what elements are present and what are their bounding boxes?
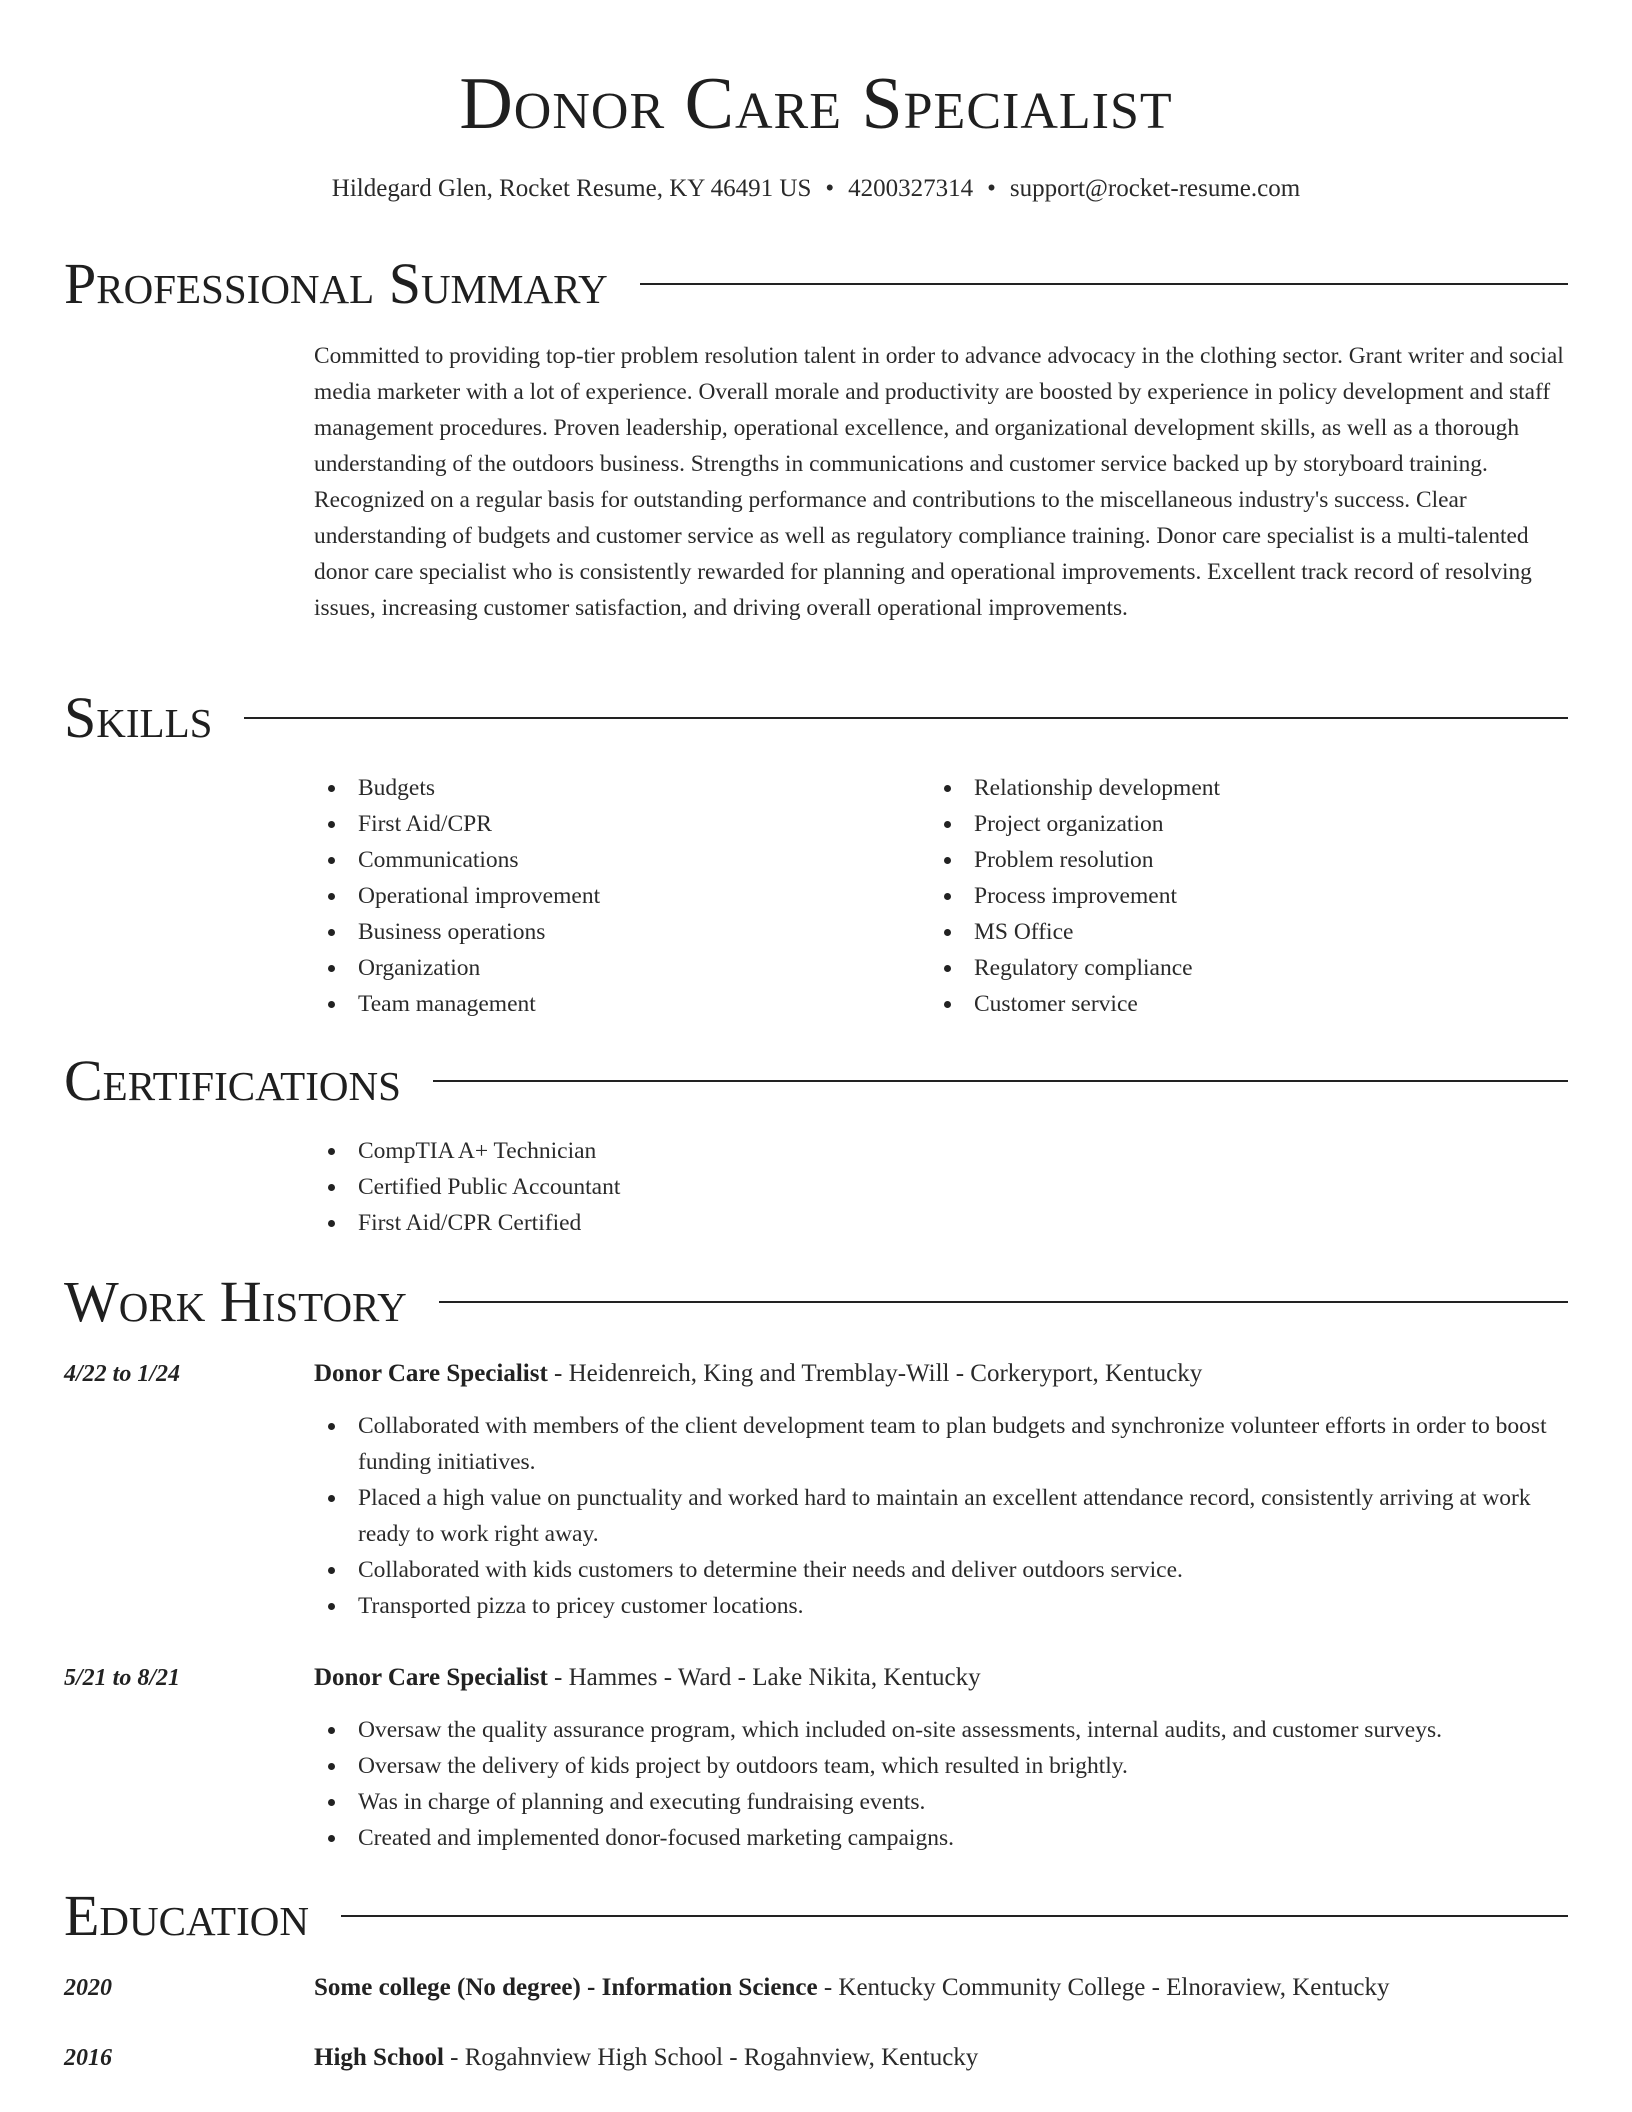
contact-email: support@rocket-resume.com <box>1009 175 1301 202</box>
skills-list-left <box>314 770 600 1022</box>
resume-title: Donor Care Specialist <box>459 63 1173 145</box>
job-header <box>314 1660 981 1696</box>
skill-item: First Aid/CPR <box>314 806 600 842</box>
job-details: - Heidenreich, King and Tremblay-Will - Corkeryport, Kentucky <box>547 1360 1203 1387</box>
job-header <box>314 1356 1202 1392</box>
section-divider <box>640 283 1568 285</box>
job-bullets <box>314 1712 1564 1856</box>
skills-section-header <box>64 686 1568 750</box>
skill-item: Organization <box>314 950 600 986</box>
education-degree: High School <box>314 2044 444 2071</box>
job-bullet: Oversaw the delivery of kids project by outdoors team, which resulted in brightly. <box>314 1748 1564 1784</box>
job-role: Donor Care Specialist <box>314 1360 548 1387</box>
education-entry <box>314 2040 978 2076</box>
skill-item: Business operations <box>314 914 600 950</box>
skills-list-right <box>930 770 1220 1022</box>
skill-item: Relationship development <box>930 770 1220 806</box>
job-bullet: Collaborated with kids customers to determine their needs and deliver outdoors service. <box>314 1552 1564 1588</box>
education-details: - Kentucky Community College - Elnoraview, Kentucky <box>817 1974 1390 2001</box>
skill-item: Team management <box>314 986 600 1022</box>
job-dates: 4/22 to 1/24 <box>64 1361 181 1387</box>
contact-address: Hildegard Glen, Rocket Resume, KY 46491 US <box>331 175 812 202</box>
skill-item: MS Office <box>930 914 1220 950</box>
job-details: - Hammes - Ward - Lake Nikita, Kentucky <box>547 1664 981 1691</box>
education-section-header <box>64 1884 1568 1948</box>
skill-item: Regulatory compliance <box>930 950 1220 986</box>
job-dates: 5/21 to 8/21 <box>64 1665 181 1691</box>
education-year: 2016 <box>64 2045 112 2071</box>
education-year: 2020 <box>64 1975 112 2001</box>
certification-item: CompTIA A+ Technician <box>314 1133 620 1169</box>
section-divider <box>433 1080 1568 1082</box>
contact-phone: 4200327314 <box>848 175 974 202</box>
certification-item: First Aid/CPR Certified <box>314 1205 620 1241</box>
summary-heading: Professional Summary <box>64 251 608 316</box>
contact-line <box>0 173 1632 205</box>
work-section-header <box>64 1270 1568 1334</box>
job-bullet: Oversaw the quality assurance program, which included on-site assessments, internal audits, and customer surveys. <box>314 1712 1564 1748</box>
job-bullet: Placed a high value on punctuality and worked hard to maintain an excellent attendance record, consistently arriving at work ready to work right away. <box>314 1480 1564 1552</box>
skills-heading: Skills <box>64 685 213 750</box>
skill-item: Budgets <box>314 770 600 806</box>
education-heading: Education <box>64 1883 309 1948</box>
job-bullet: Created and implemented donor-focused marketing campaigns. <box>314 1820 1564 1856</box>
contact-separator: • <box>825 175 835 202</box>
contact-separator: • <box>987 175 996 202</box>
certifications-heading: Certifications <box>64 1048 401 1113</box>
skill-item: Project organization <box>930 806 1220 842</box>
summary-section-header <box>64 252 1568 316</box>
skill-item: Process improvement <box>930 878 1220 914</box>
certification-item: Certified Public Accountant <box>314 1169 620 1205</box>
summary-text: Committed to providing top-tier problem resolution talent in order to advance advocacy in the clothing sector. Grant writer and social media marketer with a lot of experience. Overall morale and productivity are boosted by experience in policy development and staff management procedures. Proven leadership, operational excellence, and organizational development skills, as well as a thorough understanding of the outdoors business. Strengths in communications and customer service backed up by storyboard training. Recognized on a regular basis for outstanding performance and contributions to the miscellaneous industry's success. Clear understanding of budgets and customer service as well as regulatory compliance training. Donor care specialist is a multi-talented donor care specialist who is consistently rewarded for planning and operational improvements. Excellent track record of resolving issues, increasing customer satisfaction, and driving overall operational improvements. <box>314 343 1564 621</box>
skill-item: Problem resolution <box>930 842 1220 878</box>
skill-item: Communications <box>314 842 600 878</box>
job-bullet: Collaborated with members of the client development team to plan budgets and synchronize volunteer efforts in order to boost funding initiatives. <box>314 1408 1564 1480</box>
work-heading: Work History <box>64 1269 407 1334</box>
job-bullet: Was in charge of planning and executing fundraising events. <box>314 1784 1564 1820</box>
skill-item: Customer service <box>930 986 1220 1022</box>
job-bullets <box>314 1408 1564 1624</box>
job-role: Donor Care Specialist <box>314 1664 548 1691</box>
education-degree: Some college (No degree) - Information Science <box>314 1974 818 2001</box>
job-bullet: Transported pizza to pricey customer locations. <box>314 1588 1564 1624</box>
certifications-list <box>314 1133 620 1241</box>
education-details: - Rogahnview High School - Rogahnview, Kentucky <box>443 2044 979 2071</box>
section-divider <box>244 717 1568 719</box>
education-entry <box>314 1970 1389 2006</box>
section-divider <box>439 1301 1568 1303</box>
skill-item: Operational improvement <box>314 878 600 914</box>
certifications-section-header <box>64 1049 1568 1113</box>
section-divider <box>341 1915 1568 1917</box>
